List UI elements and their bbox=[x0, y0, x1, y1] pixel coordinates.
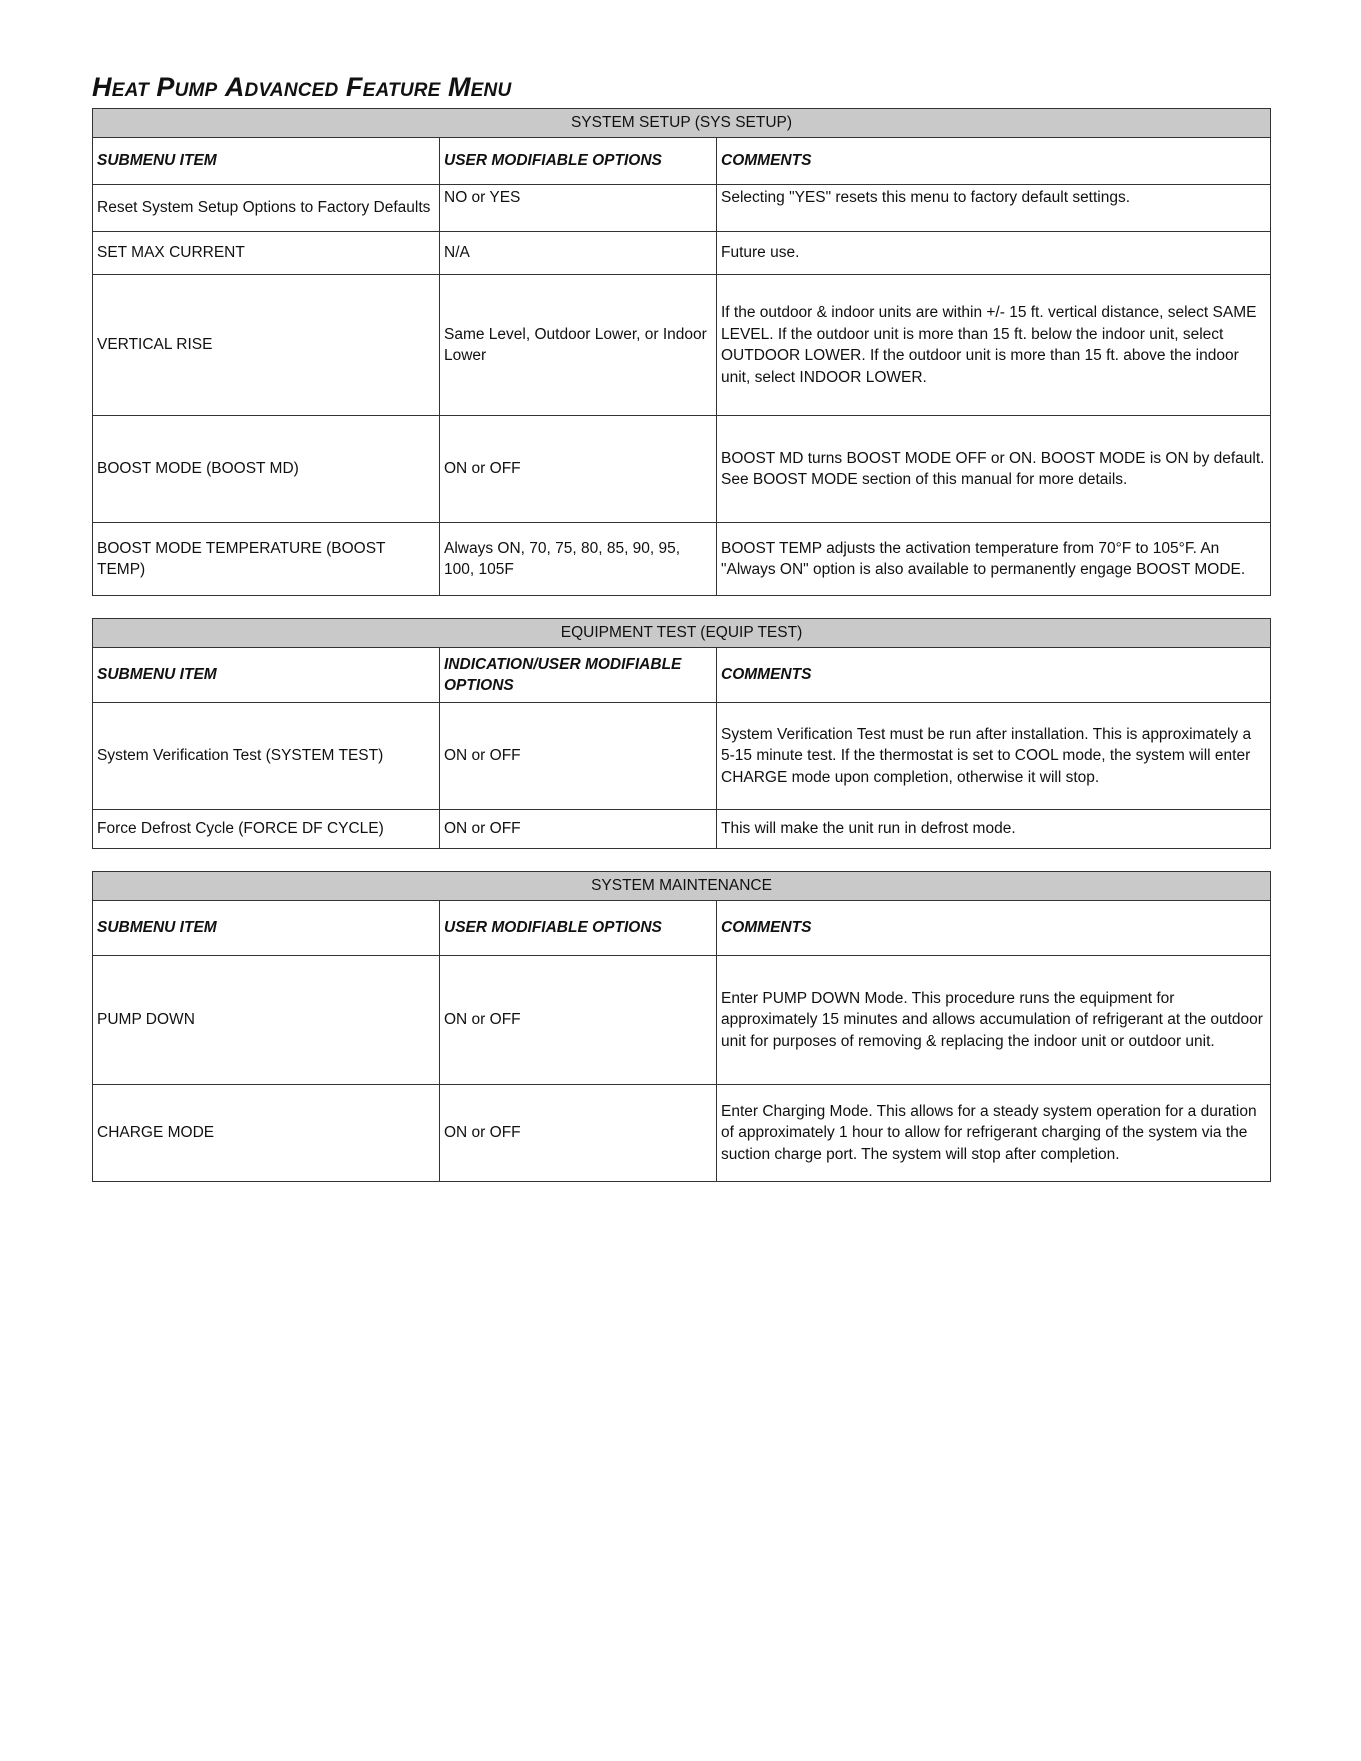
comment-cell: BOOST MD turns BOOST MODE OFF or ON. BOOST MODE is ON by default. See BOOST MODE section of this manual for more details. bbox=[717, 416, 1271, 523]
option-cell: ON or OFF bbox=[440, 1085, 717, 1182]
option-cell: ON or OFF bbox=[440, 416, 717, 523]
document-page bbox=[92, 72, 1270, 1204]
table-row bbox=[93, 232, 1271, 275]
title-letter: M bbox=[447, 72, 471, 102]
title-letter: A bbox=[224, 72, 245, 102]
section-title: SYSTEM MAINTENANCE bbox=[93, 872, 1271, 901]
column-header-options: USER MODIFIABLE OPTIONS bbox=[440, 138, 717, 185]
column-header-row bbox=[93, 138, 1271, 185]
section-title: EQUIPMENT TEST (EQUIP TEST) bbox=[93, 619, 1271, 648]
column-header-row bbox=[93, 901, 1271, 956]
column-header-submenu: SUBMENU ITEM bbox=[93, 138, 440, 185]
system-maintenance-table bbox=[92, 871, 1271, 1182]
submenu-item: PUMP DOWN bbox=[93, 956, 440, 1085]
comment-cell: Enter PUMP DOWN Mode. This procedure runs the equipment for approximately 15 minutes and allows accumulation of refrigerant at the outdoor unit for purposes of removing & replacing the indoor unit or outdoor unit. bbox=[717, 956, 1271, 1085]
submenu-item: System Verification Test (SYSTEM TEST) bbox=[93, 703, 440, 810]
column-header-options: INDICATION/USER MODIFIABLE OPTIONS bbox=[440, 648, 717, 703]
comment-cell: Enter Charging Mode. This allows for a steady system operation for a duration of approximately 1 hour to allow for refrigerant charging of the system via the suction charge port. The system will stop after completion. bbox=[717, 1085, 1271, 1182]
table-row bbox=[93, 1085, 1271, 1182]
option-cell: ON or OFF bbox=[440, 703, 717, 810]
comment-cell: This will make the unit run in defrost mode. bbox=[717, 810, 1271, 849]
column-header-comments: COMMENTS bbox=[717, 901, 1271, 956]
comment-cell: Future use. bbox=[717, 232, 1271, 275]
section-title: SYSTEM SETUP (SYS SETUP) bbox=[93, 109, 1271, 138]
title-word: EATURE bbox=[362, 80, 441, 101]
table-row bbox=[93, 956, 1271, 1085]
title-letter: P bbox=[156, 72, 175, 102]
title-word: ENU bbox=[470, 80, 512, 101]
section-header-row bbox=[93, 619, 1271, 648]
comment-cell: If the outdoor & indoor units are within +/- 15 ft. vertical distance, select SAME LEVEL. If the outdoor unit is more than 15 ft. below the indoor unit, select OUTDOOR LOWER. If the outdoor unit is more than 15 ft. above the indoor unit, select INDOOR LOWER. bbox=[717, 275, 1271, 416]
table-row bbox=[93, 810, 1271, 849]
equipment-test-table bbox=[92, 618, 1271, 849]
column-header-row bbox=[93, 648, 1271, 703]
section-header-row bbox=[93, 109, 1271, 138]
table-row bbox=[93, 523, 1271, 596]
option-cell: Same Level, Outdoor Lower, or Indoor Lower bbox=[440, 275, 717, 416]
title-word: DVANCED bbox=[244, 80, 339, 101]
column-header-comments: COMMENTS bbox=[717, 138, 1271, 185]
table-row bbox=[93, 185, 1271, 232]
title-word: UMP bbox=[174, 80, 218, 101]
option-cell: Always ON, 70, 75, 80, 85, 90, 95, 100, 105F bbox=[440, 523, 717, 596]
submenu-item: SET MAX CURRENT bbox=[93, 232, 440, 275]
submenu-item: VERTICAL RISE bbox=[93, 275, 440, 416]
option-cell: ON or OFF bbox=[440, 810, 717, 849]
title-word: EAT bbox=[111, 80, 149, 101]
title-letter: F bbox=[345, 72, 363, 102]
table-row bbox=[93, 275, 1271, 416]
comment-cell: Selecting "YES" resets this menu to factory default settings. bbox=[717, 185, 1271, 232]
comment-cell: BOOST TEMP adjusts the activation temperature from 70°F to 105°F. An "Always ON" option is also available to permanently engage BOOST MODE. bbox=[717, 523, 1271, 596]
option-cell: ON or OFF bbox=[440, 956, 717, 1085]
page-title bbox=[92, 72, 1270, 102]
section-header-row bbox=[93, 872, 1271, 901]
submenu-item: CHARGE MODE bbox=[93, 1085, 440, 1182]
title-letter: H bbox=[92, 72, 112, 102]
submenu-item: Reset System Setup Options to Factory Defaults bbox=[93, 185, 440, 232]
column-header-submenu: SUBMENU ITEM bbox=[93, 648, 440, 703]
column-header-comments: COMMENTS bbox=[717, 648, 1271, 703]
system-setup-table bbox=[92, 108, 1271, 596]
comment-cell: System Verification Test must be run after installation. This is approximately a 5-15 minute test. If the thermostat is set to COOL mode, the system will enter CHARGE mode upon completion, otherwise it will stop. bbox=[717, 703, 1271, 810]
table-row bbox=[93, 416, 1271, 523]
column-header-options: USER MODIFIABLE OPTIONS bbox=[440, 901, 717, 956]
column-header-submenu: SUBMENU ITEM bbox=[93, 901, 440, 956]
submenu-item: BOOST MODE TEMPERATURE (BOOST TEMP) bbox=[93, 523, 440, 596]
option-cell: NO or YES bbox=[440, 185, 717, 232]
submenu-item: Force Defrost Cycle (FORCE DF CYCLE) bbox=[93, 810, 440, 849]
table-row bbox=[93, 703, 1271, 810]
option-cell: N/A bbox=[440, 232, 717, 275]
submenu-item: BOOST MODE (BOOST MD) bbox=[93, 416, 440, 523]
